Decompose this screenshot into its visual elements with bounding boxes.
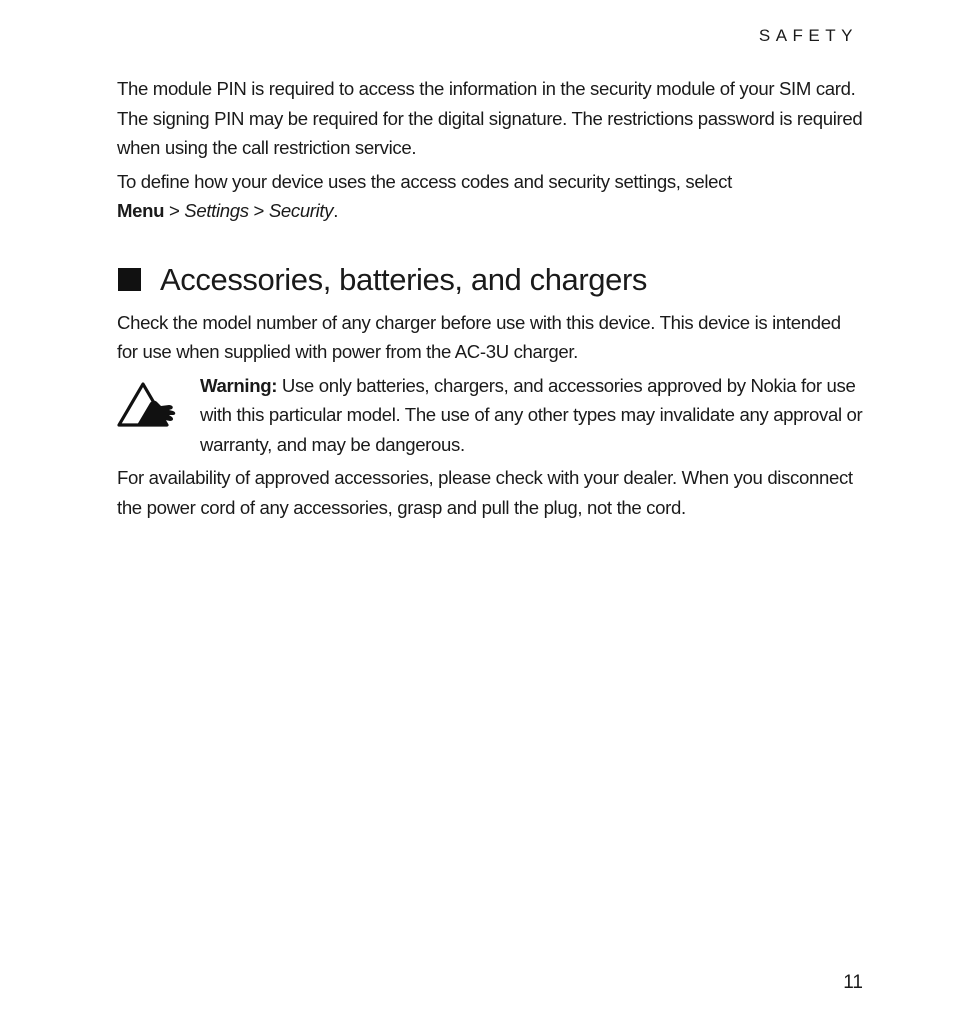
running-header: SAFETY [758, 26, 858, 45]
warning-note [117, 371, 865, 460]
availability-paragraph: For availability of approved accessories, please check with your dealer. When you disconnect the power cord of any accessories, grasp and pull the plug, not the cord. [117, 467, 853, 518]
access-codes-paragraph [117, 167, 865, 226]
page-number: 11 [843, 972, 863, 993]
warning-hand-icon [117, 381, 179, 427]
section-heading [117, 262, 865, 298]
charger-paragraph: Check the model number of any charger before use with this device. This device is intended for use when supplied with power from the AC-3U charger. [117, 311, 841, 362]
section-title: Accessories, batteries, and chargers [160, 261, 648, 297]
menu-path-separator-2: > [248, 200, 269, 221]
warning-label: Warning: [200, 374, 278, 396]
menu-path-settings: Settings [184, 200, 249, 221]
access-codes-intro: To define how your device uses the access codes and security settings, select [117, 170, 732, 192]
warning-paragraph [200, 371, 865, 460]
menu-path-menu: Menu [117, 200, 165, 221]
menu-path-period: . [333, 200, 339, 221]
square-bullet-icon [118, 268, 141, 291]
pin-info-paragraph: The module PIN is required to access the information in the security module of your SIM card. The signing PIN may be required for the digital signature. The restrictions password is required when using the call restriction service. [117, 78, 863, 158]
menu-path-security: Security [268, 200, 334, 221]
warning-body: Use only batteries, chargers, and accessories approved by Nokia for use with this particular model. The use of any other types may invalidate any approval or warranty, and may be dangerous. [200, 374, 863, 455]
menu-path-separator-1: > [164, 200, 185, 221]
page-content [117, 74, 865, 526]
